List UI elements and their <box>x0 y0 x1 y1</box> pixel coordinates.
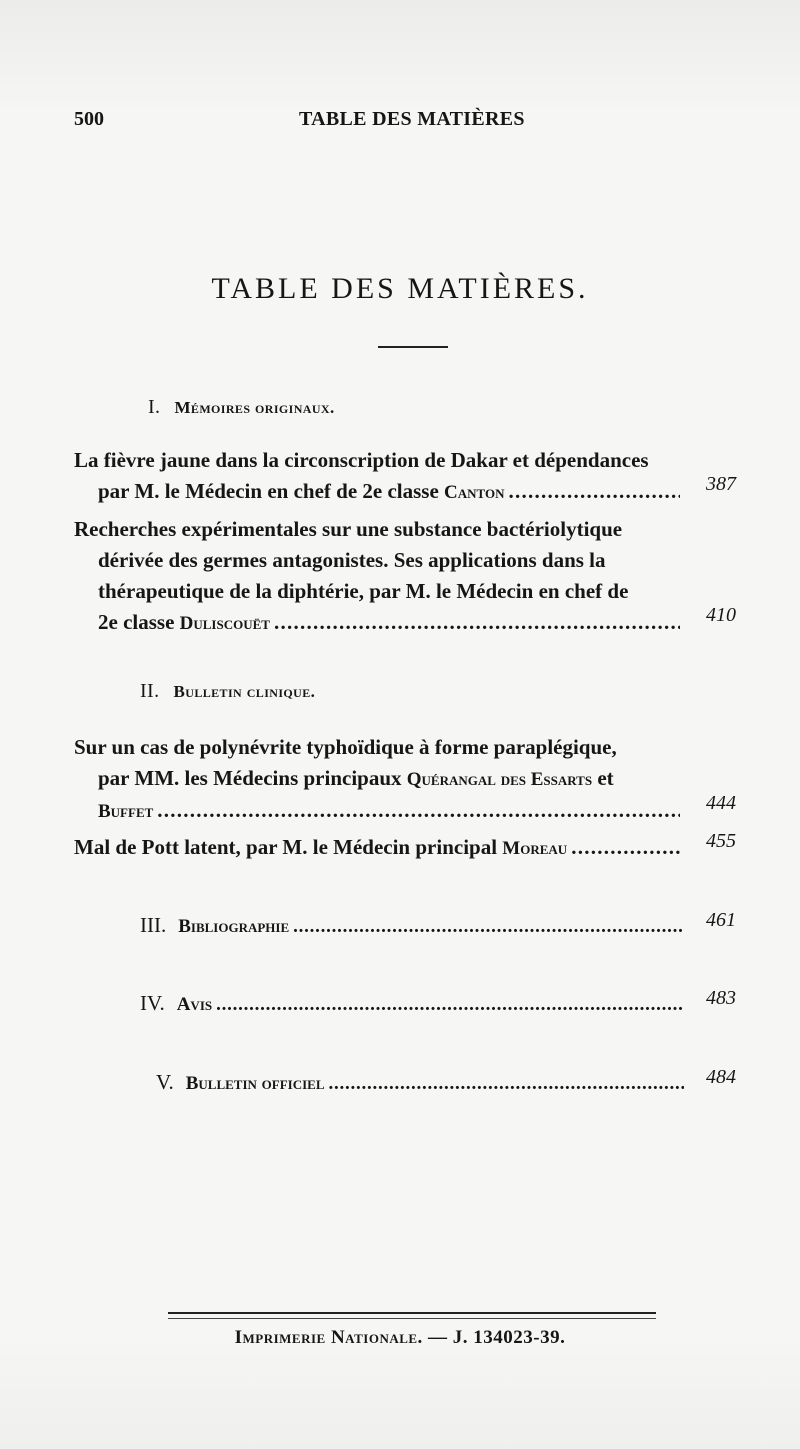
section-numeral: III. <box>140 913 167 937</box>
entry-connector: et <box>597 766 614 790</box>
section-heading-bulletin-clinique <box>140 680 315 703</box>
dot-leader <box>293 916 684 938</box>
entry-author: Buffet <box>98 801 154 822</box>
entry-line: 2e classe <box>98 610 175 634</box>
entry-line: Mal de Pott latent, par M. le Médecin principal <box>74 835 498 859</box>
entry-leader-line <box>74 795 684 827</box>
section-numeral: IV. <box>140 991 165 1015</box>
section-title: Bulletin officiel <box>185 1073 325 1094</box>
printer-imprint: Imprimerie Nationale. — J. 134023-39. <box>234 1327 566 1348</box>
entry-line: Recherches expérimentales sur une substance bactériolytique <box>74 517 623 541</box>
running-head <box>74 108 534 138</box>
page-reference: 387 <box>706 473 736 495</box>
dot-leader <box>274 607 680 638</box>
page-reference: 461 <box>706 909 736 931</box>
entry-leader-line <box>74 607 684 639</box>
dot-leader <box>157 795 680 826</box>
entry-author: Duliscouët <box>179 613 270 634</box>
toc-entry <box>74 732 736 827</box>
page-reference: 444 <box>706 792 736 814</box>
entry-line: dérivée des germes antagonistes. Ses applications dans la <box>98 548 606 572</box>
entry-line: par MM. les Médecins principaux <box>98 766 402 790</box>
entry-line: thérapeutique de la diphtérie, par M. le Médecin en chef de <box>98 579 629 603</box>
footer-rule <box>168 1318 656 1319</box>
toc-line-avis <box>140 987 736 1016</box>
entry-line-with-author <box>74 763 684 795</box>
entry-author: Canton <box>444 482 505 503</box>
dot-leader <box>216 994 684 1016</box>
entry-line: par M. le Médecin en chef de 2e classe <box>98 479 439 503</box>
toc-line-bulletin-officiel <box>156 1066 736 1095</box>
page-reference: 483 <box>706 987 736 1009</box>
section-numeral: V. <box>156 1070 174 1094</box>
section-title: Bulletin clinique. <box>173 682 316 701</box>
entry-leader-line <box>74 832 684 864</box>
section-title: Mémoires originaux. <box>174 398 335 417</box>
entry-leader-line <box>74 476 684 508</box>
section-title: Bibliographie <box>178 916 290 937</box>
section-numeral: II. <box>140 680 160 702</box>
entry-author: Moreau <box>502 838 568 859</box>
dot-leader <box>508 476 680 507</box>
page-reference: 484 <box>706 1066 736 1088</box>
dot-leader <box>329 1073 684 1095</box>
toc-entry <box>74 830 736 864</box>
footer-rule <box>168 1312 656 1314</box>
toc-line-bibliographie <box>140 909 736 938</box>
section-title: Avis <box>176 994 213 1015</box>
section-heading-memoires <box>148 396 335 419</box>
page-reference: 455 <box>706 830 736 852</box>
running-title: TABLE DES MATIÈRES <box>299 108 525 130</box>
toc-entry <box>74 514 736 639</box>
page-title: TABLE DES MATIÈRES. <box>211 272 589 305</box>
dot-leader <box>571 832 680 863</box>
title-rule <box>378 346 448 348</box>
entry-author: Quérangal des Essarts <box>406 769 593 790</box>
section-numeral: I. <box>148 396 161 418</box>
page-number: 500 <box>74 108 104 130</box>
page-reference: 410 <box>706 604 736 626</box>
entry-line: Sur un cas de polynévrite typhoïdique à forme paraplégique, <box>74 735 617 759</box>
toc-entry <box>74 445 736 508</box>
entry-line: La fièvre jaune dans la circonscription de Dakar et dépendances <box>74 448 649 472</box>
